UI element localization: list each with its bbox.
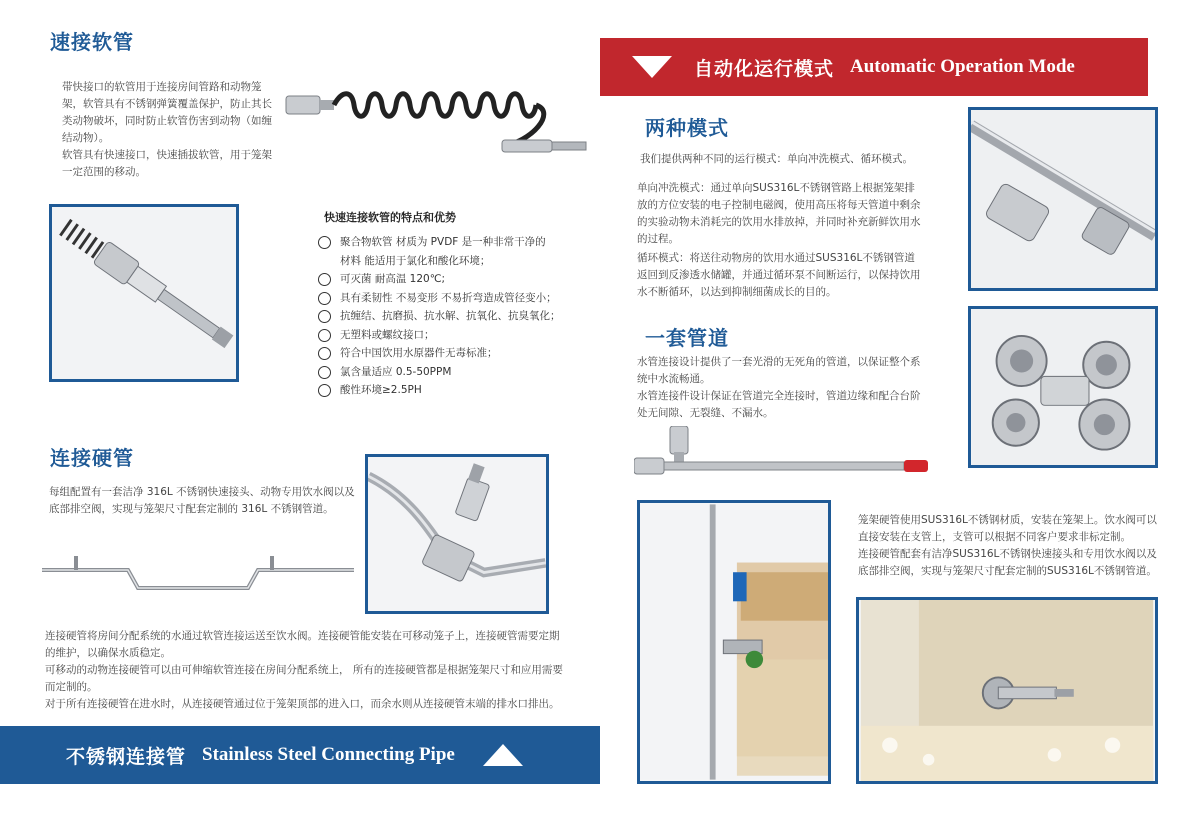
features-title: 快速连接软管的特点和优势 bbox=[324, 211, 456, 224]
cage-pipe-description bbox=[858, 512, 1158, 580]
hose-title: 速接软管 bbox=[50, 30, 134, 54]
feature-item: 氯含量适应 0.5-50PPM bbox=[318, 363, 588, 382]
loop-mode: 循环模式：将送往动物房的饮用水通过SUS316L不锈钢管道返回到反渗透水储罐，并通过循环泵不间断运行，以保持饮用水不断循环，以达到抑制细菌成长的目的。 bbox=[637, 252, 921, 298]
pipe-set-description bbox=[637, 354, 927, 422]
pipe-set-para-2: 水管连接件设计保证在管道完全连接时，管道边缘和配合台阶处无间隙、无裂缝、不漏水。 bbox=[637, 390, 921, 419]
rigid-note-2: 可移动的动物连接硬管可以由可伸缩软管连接在房间分配系统上， 所有的连接硬管都是根据笼架尺寸和应用需要而定制的。 bbox=[45, 664, 563, 693]
down-triangle-icon bbox=[632, 56, 672, 78]
feature-item: 酸性环境≥2.5PH bbox=[318, 381, 588, 400]
feature-item: 可灭菌 耐高温 120℃; bbox=[318, 270, 588, 289]
modes-title: 两种模式 bbox=[645, 116, 729, 140]
feature-item: 聚合物软管 材质为 PVDF 是一种非常干净的 bbox=[318, 233, 588, 252]
automatic-mode-banner bbox=[600, 38, 1148, 96]
cage-para-2: 连接硬管配套有洁净SUS316L不锈钢快速接头和专用饮水阀以及底部排空阀，实现与笼架尺寸配套定制的SUS316L不锈钢管道。 bbox=[858, 548, 1157, 577]
straight-pipe-connector-image bbox=[968, 107, 1158, 291]
feature-item: 抗缠结、抗磨损、抗水解、抗氧化、抗臭氧化； bbox=[318, 307, 588, 326]
rigid-note-1: 连接硬管将房间分配系统的水通过软管连接运送至饮水阀。连接硬管能安装在可移动笼子上，连接硬管需要定期的维护，以确保水质稳定。 bbox=[45, 630, 560, 659]
rigid-pipe-image bbox=[38, 548, 358, 598]
feature-item: 符合中国饮用水原器件无毒标准； bbox=[318, 344, 588, 363]
hose-connector-closeup-image bbox=[49, 204, 239, 382]
cage-para-1: 笼架硬管使用SUS316L不锈钢材质，安装在笼架上。饮水阀可以直接安装在支管上，支管可以根据不同客户要求非标定制。 bbox=[858, 514, 1157, 543]
one-way-flush-mode: 单向冲洗模式：通过单向SUS316L不锈钢管路上根据笼架排放的方位安装的电子控制电磁阀，使用高压将每天管道中剩余的实验动物未消耗完的饮用水排放掉，并同时补充新鲜饮用水的过程。 bbox=[637, 182, 921, 245]
feature-item: 无塑料或螺纹接口； bbox=[318, 326, 588, 345]
banner-title-en: Stainless Steel Connecting Pipe bbox=[202, 744, 455, 765]
stainless-pipe-banner bbox=[0, 726, 600, 784]
feature-item: 具有柔韧性 不易变形 不易折弯造成管径变小； bbox=[318, 289, 588, 308]
modes-intro: 我们提供两种不同的运行模式：单向冲洗模式、循环模式。 bbox=[640, 153, 913, 165]
rigid-pipe-notes bbox=[45, 628, 565, 713]
up-triangle-icon bbox=[483, 744, 523, 766]
banner-title-en: Automatic Operation Mode bbox=[850, 56, 1075, 77]
drinking-valve-closeup-image bbox=[365, 454, 549, 614]
rigid-pipe-title: 连接硬管 bbox=[50, 446, 134, 470]
rigid-pipe-description: 每组配置有一套洁净 316L 不锈钢快速接头、动物专用饮水阀以及底部排空阀，实现与笼架尺寸配套定制的 316L 不锈钢管道。 bbox=[49, 486, 355, 515]
rigid-note-3: 对于所有连接硬管在进水时，从连接硬管通过位于笼架顶部的进入口，而余水则从连接硬管末端的排水口排出。 bbox=[45, 698, 560, 710]
coiled-hose-image bbox=[282, 82, 602, 164]
rigid-pipe-with-valve-image bbox=[634, 426, 940, 482]
banner-title-zh: 不锈钢连接管 bbox=[66, 745, 187, 768]
pipe-set-para-1: 水管连接设计提供了一套光滑的无死角的管道，以保证整个系统中水流畅通。 bbox=[637, 356, 921, 385]
pipe-set-title: 一套管道 bbox=[645, 326, 729, 350]
feature-item-continuation: 材料 能适用于氯化和酸化环境； bbox=[340, 254, 491, 267]
hose-para-2: 软管具有快速接口，快速插拔软管，用于笼架一定范围的移动。 bbox=[62, 149, 272, 178]
cage-drinking-valve-image bbox=[856, 597, 1158, 784]
pipe-fittings-image bbox=[968, 306, 1158, 468]
banner-title-zh: 自动化运行模式 bbox=[694, 57, 835, 80]
hose-description bbox=[62, 79, 280, 181]
cage-rack-pipe-image bbox=[637, 500, 831, 784]
features-list bbox=[318, 233, 588, 400]
hose-para-1: 带快接口的软管用于连接房间管路和动物笼架，软管具有不锈钢弹簧覆盖保护，防止其长类动物破坏，同时防止软管伤害到动物（如缠结动物）。 bbox=[62, 81, 272, 144]
